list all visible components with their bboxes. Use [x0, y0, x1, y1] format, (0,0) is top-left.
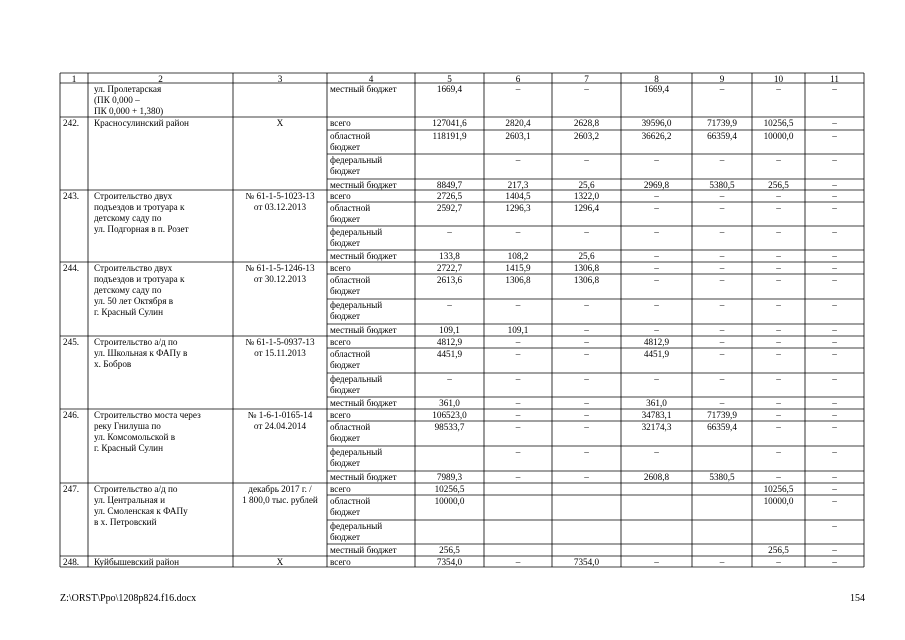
object-name-line: Строительство двух — [94, 190, 173, 201]
amount-cell: 2603,2 — [573, 130, 600, 141]
object-name-line: Куйбышевский район — [94, 556, 180, 567]
amount-cell: 7354,0 — [436, 556, 463, 567]
funding-source-label: местный бюджет — [330, 250, 397, 261]
document-ref-line: от 03.12.2013 — [253, 201, 307, 212]
object-name-line: (ПК 0,000 – — [94, 94, 140, 105]
object-name-line: Строительство моста через — [94, 409, 201, 420]
amount-cell: – — [776, 299, 781, 310]
amount-cell: – — [654, 250, 659, 261]
amount-cell: – — [719, 202, 725, 213]
document-ref-line: № 61-1-5-1246-13 — [245, 262, 315, 273]
amount-cell: – — [719, 348, 725, 359]
row-number: 246. — [63, 409, 80, 420]
amount-cell: 71739,9 — [707, 409, 737, 420]
amount-cell: 256,5 — [439, 544, 460, 555]
amount-cell: – — [832, 154, 837, 165]
document-ref-line: от 30.12.2013 — [253, 273, 307, 284]
file-path: Z:\ORST\Ppo\1208p824.f16.docx — [60, 593, 197, 604]
amount-cell: – — [832, 495, 837, 506]
amount-cell: – — [515, 373, 521, 384]
amount-cell: 34783,1 — [641, 409, 672, 420]
amount-cell: – — [776, 250, 781, 261]
amount-cell: – — [832, 250, 837, 261]
amount-cell: 7989,3 — [436, 471, 463, 482]
amount-cell: 1404,5 — [505, 190, 531, 201]
amount-cell: – — [654, 299, 659, 310]
amount-cell: – — [832, 117, 837, 128]
amount-cell: 25,6 — [578, 250, 595, 261]
amount-cell: – — [654, 202, 659, 213]
amount-cell: – — [584, 409, 589, 420]
funding-source-label: местный бюджет — [330, 544, 397, 555]
amount-cell: 66359,4 — [707, 130, 737, 141]
amount-cell: – — [719, 336, 725, 347]
funding-source-label: местный бюджет — [330, 397, 397, 408]
funding-source-label: местный бюджет — [330, 324, 397, 335]
column-number: 7 — [584, 73, 589, 84]
amount-cell: – — [654, 190, 659, 201]
amount-cell: 4812,9 — [643, 336, 670, 347]
amount-cell: – — [654, 262, 659, 273]
object-name-line: в х. Петровский — [94, 516, 157, 527]
amount-cell: – — [832, 520, 837, 531]
amount-cell: 10000,0 — [763, 130, 794, 141]
amount-cell: 8849,7 — [436, 179, 463, 190]
funding-source-label: всего — [330, 483, 351, 494]
amount-cell: 1296,3 — [505, 202, 531, 213]
amount-cell: 106523,0 — [432, 409, 467, 420]
amount-cell: 361,0 — [646, 397, 667, 408]
amount-cell: 2603,1 — [505, 130, 531, 141]
object-name-line: ул. Пролетарская — [94, 83, 162, 94]
amount-cell: – — [776, 202, 781, 213]
amount-cell: 2820,4 — [505, 117, 531, 128]
funding-source-label: всего — [330, 262, 351, 273]
amount-cell: 2726,5 — [436, 190, 463, 201]
amount-cell: – — [832, 262, 837, 273]
amount-cell: – — [776, 262, 781, 273]
amount-cell: – — [719, 190, 725, 201]
object-name-line: ул. Школьная к ФАПу в — [94, 347, 188, 358]
amount-cell: – — [654, 446, 659, 457]
amount-cell: – — [776, 421, 781, 432]
amount-cell: – — [515, 154, 521, 165]
amount-cell: – — [776, 336, 781, 347]
amount-cell: – — [832, 348, 837, 359]
row-number: 247. — [63, 483, 80, 494]
amount-cell: – — [832, 373, 837, 384]
funding-source-label: областной — [330, 348, 371, 359]
amount-cell: 109,1 — [507, 324, 529, 335]
amount-cell: – — [719, 324, 725, 335]
object-name-line: г. Красный Сулин — [94, 442, 164, 453]
funding-source-label: областной — [330, 130, 371, 141]
amount-cell: 1306,8 — [505, 274, 531, 285]
amount-cell: – — [832, 226, 837, 237]
amount-cell: – — [584, 397, 589, 408]
object-name-line: детскому саду по — [94, 284, 162, 295]
object-name-line: ул. Смоленская к ФАПу — [94, 505, 188, 516]
row-number: 248. — [63, 556, 80, 567]
funding-source-label: областной — [330, 202, 371, 213]
document-ref-line: декабрь 2017 г. / — [248, 483, 312, 494]
amount-cell: 1669,4 — [436, 83, 463, 94]
amount-cell: – — [515, 409, 521, 420]
amount-cell: 2608,8 — [643, 471, 670, 482]
amount-cell: – — [447, 373, 452, 384]
amount-cell: – — [719, 274, 725, 285]
row-number: 243. — [63, 190, 80, 201]
amount-cell: 1669,4 — [643, 83, 670, 94]
amount-cell: – — [832, 409, 837, 420]
funding-source-label: областной — [330, 421, 371, 432]
amount-cell: – — [776, 471, 781, 482]
funding-source-label: бюджет — [330, 237, 361, 248]
amount-cell: – — [584, 348, 589, 359]
amount-cell: – — [584, 226, 589, 237]
object-name-line: подъездов и тротуара к — [94, 273, 185, 284]
amount-cell: 1306,8 — [573, 262, 600, 273]
amount-cell: – — [776, 154, 781, 165]
amount-cell: 39596,0 — [641, 117, 672, 128]
document-ref-line: от 15.11.2013 — [254, 347, 306, 358]
amount-cell: – — [832, 446, 837, 457]
column-number: 11 — [830, 73, 839, 84]
amount-cell: – — [654, 154, 659, 165]
amount-cell: – — [719, 299, 725, 310]
column-number: 9 — [719, 73, 725, 84]
funding-source-label: областной — [330, 495, 371, 506]
amount-cell: – — [584, 446, 589, 457]
amount-cell: – — [832, 202, 837, 213]
amount-cell: – — [832, 421, 837, 432]
amount-cell: – — [719, 154, 725, 165]
row-number: 244. — [63, 262, 80, 273]
amount-cell: – — [776, 373, 781, 384]
amount-cell: – — [584, 373, 589, 384]
amount-cell: – — [584, 421, 589, 432]
amount-cell: – — [515, 556, 521, 567]
amount-cell: – — [776, 190, 781, 201]
amount-cell: 2628,8 — [573, 117, 600, 128]
document-ref-line: 1 800,0 тыс. рублей — [242, 494, 318, 505]
amount-cell: – — [832, 544, 837, 555]
funding-source-label: всего — [330, 190, 351, 201]
page-number: 154 — [850, 593, 865, 604]
column-number: 6 — [515, 73, 521, 84]
amount-cell: 10000,0 — [763, 495, 794, 506]
document-ref-line: № 61-1-5-1023-13 — [245, 190, 315, 201]
object-name-line: Строительство а/д по — [94, 336, 178, 347]
column-number: 3 — [277, 73, 283, 84]
object-name-line: Строительство двух — [94, 262, 173, 273]
amount-cell: – — [776, 556, 781, 567]
amount-cell: – — [832, 556, 837, 567]
amount-cell: – — [515, 397, 521, 408]
object-name-line: х. Бобров — [94, 358, 132, 369]
column-number: 2 — [158, 73, 163, 84]
amount-cell: 1415,9 — [505, 262, 531, 273]
amount-cell: 10000,0 — [434, 495, 465, 506]
funding-source-label: бюджет — [330, 531, 361, 542]
amount-cell: – — [584, 471, 589, 482]
object-name-line: подъездов и тротуара к — [94, 201, 185, 212]
amount-cell: 109,1 — [439, 324, 460, 335]
amount-cell: 36626,2 — [641, 130, 672, 141]
amount-cell: 256,5 — [768, 179, 789, 190]
funding-source-label: всего — [330, 409, 351, 420]
funding-source-label: бюджет — [330, 310, 361, 321]
funding-source-label: бюджет — [330, 141, 361, 152]
amount-cell: – — [832, 190, 837, 201]
amount-cell: 7354,0 — [573, 556, 600, 567]
amount-cell: – — [832, 274, 837, 285]
amount-cell: 118191,9 — [432, 130, 467, 141]
column-number: 10 — [773, 73, 784, 84]
object-name-line: ул. Центральная и — [94, 494, 166, 505]
object-name-line: ул. Комсомольской в — [94, 431, 176, 442]
funding-source-label: федеральный — [330, 373, 383, 384]
row-number: 245. — [63, 336, 80, 347]
document-ref-line: Х — [276, 117, 284, 128]
funding-source-label: федеральный — [330, 226, 383, 237]
amount-cell: 5380,5 — [709, 471, 735, 482]
amount-cell: – — [776, 446, 781, 457]
amount-cell: – — [832, 483, 837, 494]
amount-cell: 10256,5 — [763, 117, 794, 128]
object-name-line: г. Красный Сулин — [94, 306, 164, 317]
amount-cell: 1296,4 — [573, 202, 600, 213]
document-ref-line: № 1-6-1-0165-14 — [247, 409, 313, 420]
amount-cell: – — [654, 324, 659, 335]
funding-source-label: бюджет — [330, 506, 361, 517]
object-name-line: детскому саду по — [94, 212, 162, 223]
object-name-line: Строительство а/д по — [94, 483, 178, 494]
funding-source-label: бюджет — [330, 457, 361, 468]
funding-source-label: всего — [330, 336, 351, 347]
amount-cell: – — [654, 556, 659, 567]
amount-cell: – — [719, 83, 725, 94]
amount-cell: 256,5 — [768, 544, 789, 555]
amount-cell: – — [719, 373, 725, 384]
column-number: 5 — [447, 73, 452, 84]
amount-cell: 1322,0 — [573, 190, 600, 201]
amount-cell: 108,2 — [507, 250, 529, 261]
amount-cell: 71739,9 — [707, 117, 737, 128]
amount-cell: 4451,9 — [436, 348, 463, 359]
amount-cell: 217,3 — [507, 179, 529, 190]
amount-cell: – — [447, 226, 452, 237]
amount-cell: – — [515, 348, 521, 359]
amount-cell: – — [776, 348, 781, 359]
amount-cell: 5380,5 — [709, 179, 735, 190]
amount-cell: 32174,3 — [641, 421, 672, 432]
amount-cell: – — [654, 226, 659, 237]
amount-cell: 98533,7 — [434, 421, 465, 432]
amount-cell: 133,8 — [439, 250, 460, 261]
amount-cell: – — [515, 83, 521, 94]
funding-source-label: федеральный — [330, 154, 383, 165]
document-ref-line: от 24.04.2014 — [253, 420, 307, 431]
amount-cell: – — [719, 397, 725, 408]
amount-cell: – — [832, 336, 837, 347]
amount-cell: – — [515, 226, 521, 237]
funding-source-label: областной — [330, 274, 371, 285]
row-number: 242. — [63, 117, 80, 128]
object-name-line: Красносулинский район — [94, 117, 189, 128]
amount-cell: 10256,5 — [434, 483, 465, 494]
funding-source-label: местный бюджет — [330, 83, 397, 94]
funding-source-label: бюджет — [330, 285, 361, 296]
document-ref-line: № 61-1-5-0937-13 — [245, 336, 315, 347]
amount-cell: – — [584, 336, 589, 347]
funding-source-label: бюджет — [330, 432, 361, 443]
amount-cell: – — [584, 299, 589, 310]
amount-cell: – — [776, 409, 781, 420]
amount-cell: – — [776, 274, 781, 285]
amount-cell: – — [776, 83, 781, 94]
amount-cell: – — [515, 421, 521, 432]
funding-source-label: федеральный — [330, 299, 383, 310]
amount-cell: – — [515, 446, 521, 457]
amount-cell: – — [584, 154, 589, 165]
amount-cell: – — [719, 556, 725, 567]
amount-cell: – — [776, 324, 781, 335]
amount-cell: – — [832, 179, 837, 190]
amount-cell: 127041,6 — [432, 117, 467, 128]
amount-cell: 4451,9 — [643, 348, 670, 359]
amount-cell: 2613,6 — [436, 274, 463, 285]
column-number: 1 — [71, 73, 77, 84]
object-name-line: ул. Подгорная в п. Розет — [94, 223, 189, 234]
object-name-line: ул. 50 лет Октября в — [94, 295, 174, 306]
amount-cell: 2969,8 — [643, 179, 670, 190]
amount-cell: – — [654, 274, 659, 285]
object-name-line: ПК 0,000 + 1,380) — [94, 105, 164, 116]
amount-cell: – — [776, 226, 781, 237]
amount-cell: 10256,5 — [763, 483, 794, 494]
funding-source-label: федеральный — [330, 520, 383, 531]
amount-cell: 2722,7 — [436, 262, 463, 273]
funding-source-label: всего — [330, 556, 351, 567]
amount-cell: – — [719, 250, 725, 261]
amount-cell: – — [832, 397, 837, 408]
funding-source-label: всего — [330, 117, 351, 128]
amount-cell: – — [719, 262, 725, 273]
document-ref-line: Х — [276, 556, 284, 567]
funding-source-label: бюджет — [330, 165, 361, 176]
amount-cell: – — [584, 83, 589, 94]
amount-cell: – — [515, 471, 521, 482]
funding-source-label: местный бюджет — [330, 179, 397, 190]
funding-source-label: федеральный — [330, 446, 383, 457]
amount-cell: – — [832, 471, 837, 482]
column-number: 8 — [654, 73, 659, 84]
amount-cell: 1306,8 — [573, 274, 600, 285]
amount-cell: – — [832, 324, 837, 335]
amount-cell: – — [832, 130, 837, 141]
funding-source-label: бюджет — [330, 384, 361, 395]
amount-cell: – — [654, 373, 659, 384]
amount-cell: – — [832, 83, 837, 94]
object-name-line: реку Гнилуша по — [94, 420, 161, 431]
amount-cell: – — [515, 336, 521, 347]
amount-cell: 66359,4 — [707, 421, 737, 432]
amount-cell: – — [776, 397, 781, 408]
amount-cell: – — [515, 299, 521, 310]
amount-cell: 25,6 — [578, 179, 595, 190]
funding-source-label: бюджет — [330, 213, 361, 224]
column-number: 4 — [368, 73, 374, 84]
amount-cell: – — [447, 299, 452, 310]
amount-cell: 4812,9 — [436, 336, 463, 347]
funding-source-label: бюджет — [330, 359, 361, 370]
amount-cell: – — [584, 324, 589, 335]
funding-source-label: местный бюджет — [330, 471, 397, 482]
amount-cell: – — [719, 226, 725, 237]
amount-cell: – — [832, 299, 837, 310]
amount-cell: 2592,7 — [436, 202, 463, 213]
amount-cell: 361,0 — [439, 397, 460, 408]
